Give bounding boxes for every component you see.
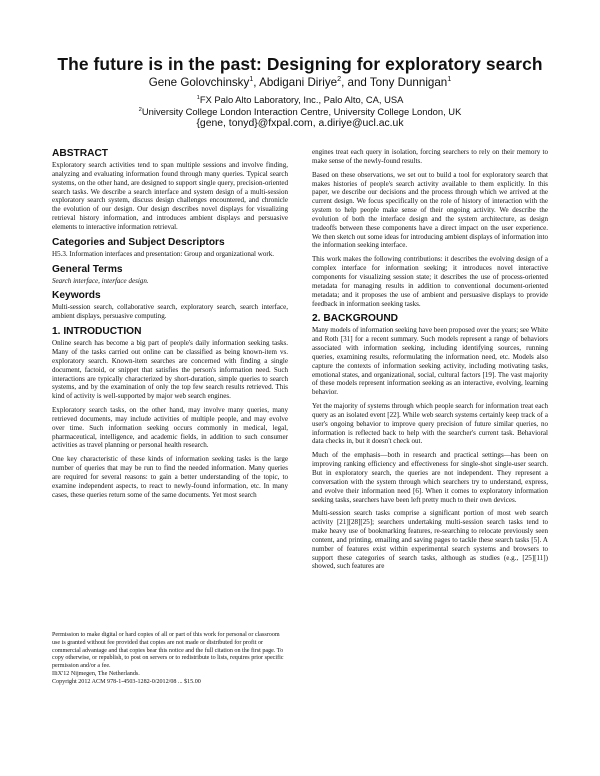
affiliation-mark: 2 — [138, 106, 142, 113]
background-paragraph: Much of the emphasis—both in research and practical settings—has been on improving ranking efficiency and effectiveness for single-shot single-user search. But in exploratory search, the queries are not independent. They represent a conversation with the system through which searchers try to understand, express, and evolve their information need [6]. When it comes to exploratory information seeking tasks, searchers have been left pretty much to their own devices. — [312, 451, 548, 504]
author-affiliation-mark: 1 — [249, 74, 254, 84]
intro-continued-paragraph: This work makes the following contributions: it describes the evolving design of a complex interface for information seeking; it introduces novel interactive components for visualizing session state; it describes the use of process-oriented metadata for managing results in addition to conventional document-oriented metadata; and it proposes the use of ambient and persuasive displays to provide feedback in information seeking tasks. — [312, 255, 548, 308]
paper-title: The future is in the past: Designing for exploratory search — [57, 54, 543, 74]
affiliation-text: FX Palo Alto Laboratory, Inc., Palo Alto, CA, USA — [199, 94, 404, 105]
copyright-text: Permission to make digital or hard copies of all or part of this work for personal or classroom use is granted without fee provided that copies are not made or distributed for profit or commercial advantage and that copies bear this notice and the full citation on the first page. To copy otherwise, or republish, to post on servers or to redistribute to lists, requires prior specific permission and/or a fee. IIiX'12 Nijmegen, The Netherlands. Copyright 2012 ACM 978-1-4503-1282-0/2012/08 ... $15.00 — [52, 632, 284, 685]
author-name: Abdigani Diriye — [259, 76, 338, 89]
intro-continued-paragraph: Based on these observations, we set out to build a tool for exploratory search that makes histories of people's search activity available to them explicitly. In this paper, we describe our decisions and the process through which we arrived at the current design. We focus specifically on the role of history of interaction with the system to help people make sense of their ongoing activity. We describe the evolution of both the interface design and the system architecture, as design tradeoffs between these components have a direct impact on the user experience. We then sketch out some ideas for introducing ambient displays of information into the information seeking interface. — [312, 170, 548, 250]
author-name: Gene Golovchinsky — [148, 76, 250, 89]
intro-continued-paragraph: engines treat each query in isolation, forcing searchers to rely on their memory to make sense of the newly-found results. — [312, 148, 548, 165]
right-column — [312, 148, 548, 571]
abstract-heading: ABSTRACT — [52, 148, 109, 159]
author-name: Tony Dunnigan — [369, 76, 448, 89]
author-affiliation-mark: 1 — [447, 74, 452, 84]
categories-heading: Categories and Subject Descriptors — [52, 236, 225, 248]
intro-paragraph: One key characteristic of these kinds of information seeking tasks is the large number of queries that may be run to find the needed information. Many queries are required for several reasons: to gain a better understanding of the topic, to examine independent aspects, to react to newly-found information, etc. In many cases, these queries return some of the same documents. Yet most search — [52, 455, 288, 499]
author-list: Gene Golovchinsky$^1$, Abdigani Diriye$^2$, and Tony Dunnigan$^1$ — [148, 74, 452, 89]
background-heading: 2. BACKGROUND — [312, 313, 399, 325]
author-emails: {gene, tonyd}@fxpal.com, a.diriye@ucl.ac.uk — [196, 118, 404, 129]
intro-paragraph: Online search has become a big part of people's daily information seeking tasks. Many of the tasks carried out online can be classified as being known-item vs. exploratory search. Known-item searches are concerned with finding a single document, factoid, or snippet that satisfies the person's information need. Such interactions are typically characterized by short-duration, simple queries to search systems, and by the examination of only the top few search results retrieved. This kind of activity is well-supported by major web search engines. — [52, 339, 288, 401]
affiliation — [0, 94, 600, 105]
introduction-heading: 1. INTRODUCTION — [52, 326, 142, 338]
abstract-text: Exploratory search activities tend to span multiple sessions and involve finding, analyzing and evaluating information found through many queries. Typical search systems, on the other hand, are designed to support single query, precision-oriented search tasks. We describe a search interface and system design of a multi-session exploratory search system, discuss design challenges encountered, and chronicle the evolution of our design. Our design describes novel displays for visualizing retrieval history information, and introduces ambient displays and persuasive elements to interactive information retrieval. — [52, 161, 288, 231]
keywords-heading: Keywords — [52, 290, 101, 302]
categories-text: H5.3. Information interfaces and presentation: Group and organizational work. — [52, 249, 274, 258]
author-affiliation-mark: 2 — [337, 74, 342, 84]
left-column — [52, 148, 288, 499]
affiliation-text: University College London Interaction Centre, University College London, UK — [141, 106, 462, 117]
background-paragraph: Many models of information seeking have been proposed over the years; see White and Roth [31] for a recent summary. Such models represent a range of behaviors associated with information seeking, including identifying sources, running queries, examining results, reformulating the information need, etc. Models also capture the contexts of information seeking activity, including motivating tasks, emotional states, and organizational, social, cultural factors [19]. The vast majority of these models represent information seeking as an interactive, evolving, learning behavior. — [312, 326, 548, 397]
affiliation — [0, 106, 600, 117]
affiliation-mark: 1 — [196, 94, 200, 101]
background-paragraph: Multi-session search tasks comprise a significant portion of most web search activity [21][28][25]; searchers undertaking multi-session search tasks tend to make heavy use of bookmarking features, re-searching to relocate previously seen content, and printing, emailing and saving pages to tackle these search tasks [5]. A number of features exist within experimental search systems and browsers to support these categories of search tasks, although as studies (e.g., [25][11]) showed, such features are — [312, 509, 548, 571]
keywords-text: Multi-session search, collaborative search, exploratory search, search interface, ambient displays, persuasive computing. — [52, 303, 288, 321]
copyright-notice — [52, 632, 288, 686]
general-terms-text: Search interface, interface design. — [52, 276, 149, 285]
intro-paragraph: Exploratory search tasks, on the other hand, may involve many queries, many retrieved documents, may include activities of multiple people, and may evolve over time. Such information seeking occurs commonly in medical, legal, pharmaceutical, intelligence, and academic fields, in addition to such consumer activities as travel planning or personal health research. — [52, 406, 288, 450]
background-paragraph: Yet the majority of systems through which people search for information treat each query as an isolated event [22]. While web search systems certainly keep track of a user's ongoing behavior to improve query precision of future similar queries, no information is reflected back to help with the searcher's current task. Behavioral data checks in, but it doesn't check out. — [312, 402, 548, 446]
general-terms-heading: General Terms — [52, 263, 123, 275]
